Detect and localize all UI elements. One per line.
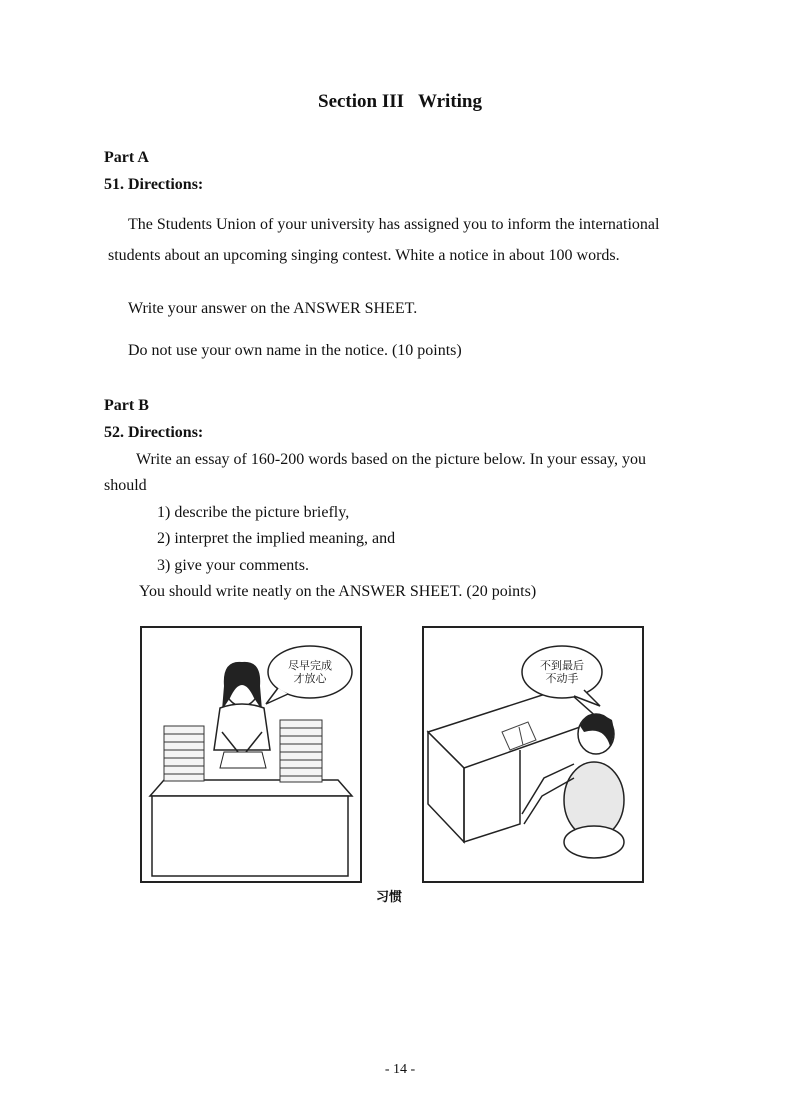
part-b-paragraph-line2: should — [104, 477, 147, 494]
part-b-heading: Part B — [104, 397, 149, 414]
page-number: - 14 - — [384, 1062, 416, 1077]
cartoon-caption: 习惯 — [376, 890, 403, 905]
part-a-heading: Part A — [104, 149, 149, 166]
part-b-closing: You should write neatly on the ANSWER SHEET. (20 points) — [139, 583, 537, 600]
cartoon-right-panel — [422, 626, 644, 883]
right-bubble-line1: 不到最后 — [540, 659, 584, 672]
list-item: 3) give your comments. — [157, 557, 309, 574]
section-title: Section III Writing — [318, 91, 482, 112]
part-a-paragraph-line2: students about an upcoming singing contest. White a notice in about 100 words. — [108, 247, 620, 264]
part-a-paragraph-line1: The Students Union of your university has assigned you to inform the international — [128, 216, 660, 233]
list-item: 1) describe the picture briefly, — [157, 504, 350, 521]
left-speech-bubble-text — [278, 659, 342, 685]
left-bubble-line1: 尽早完成 — [288, 659, 332, 672]
part-a-instruction-answer-sheet: Write your answer on the ANSWER SHEET. — [128, 300, 418, 317]
right-bubble-line2: 不动手 — [545, 672, 579, 685]
cartoon-left-panel — [140, 626, 362, 883]
part-a-instruction-name: Do not use your own name in the notice. (10 points) — [128, 342, 462, 359]
list-item: 2) interpret the implied meaning, and — [157, 530, 396, 547]
left-bubble-line2: 才放心 — [293, 672, 327, 685]
right-speech-bubble-text — [530, 659, 594, 685]
question-51-label: 51. Directions: — [104, 176, 204, 193]
question-52-label: 52. Directions: — [104, 424, 204, 441]
part-b-paragraph-line1: Write an essay of 160-200 words based on the picture below. In your essay, you — [136, 451, 647, 468]
